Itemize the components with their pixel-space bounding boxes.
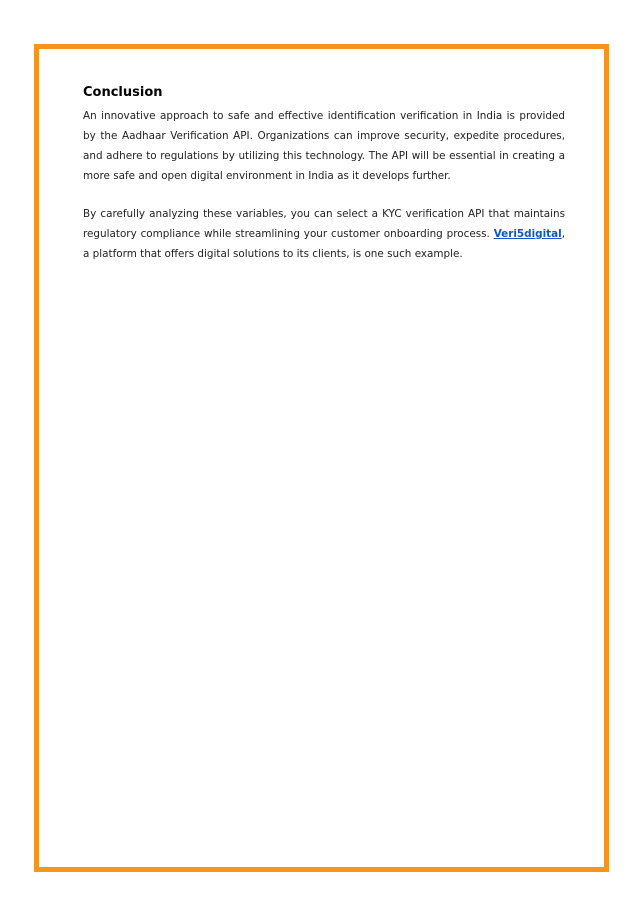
document-content <box>83 84 565 264</box>
paragraph-2-text-after-link: , a platform that offers digital solutions to its clients, is one such example. <box>83 228 565 260</box>
paragraph-2 <box>83 204 565 264</box>
page-border-frame <box>34 44 609 872</box>
section-heading: Conclusion <box>83 85 163 100</box>
paragraph-1: An innovative approach to safe and effective identification verification in India is provided by the Aadhaar Verification API. Organizations can improve security, expedite procedures, and adhere to regulations by utilizing this technology. The API will be essential in creating a more safe and open digital environment in India as it develops further. <box>83 110 565 182</box>
veri5digital-link[interactable]: Veri5digital <box>493 228 562 240</box>
paragraph-2-text-before-link: By carefully analyzing these variables, you can select a KYC verification API that maintains regulatory compliance while streamlining your customer onboarding process. <box>83 208 565 240</box>
